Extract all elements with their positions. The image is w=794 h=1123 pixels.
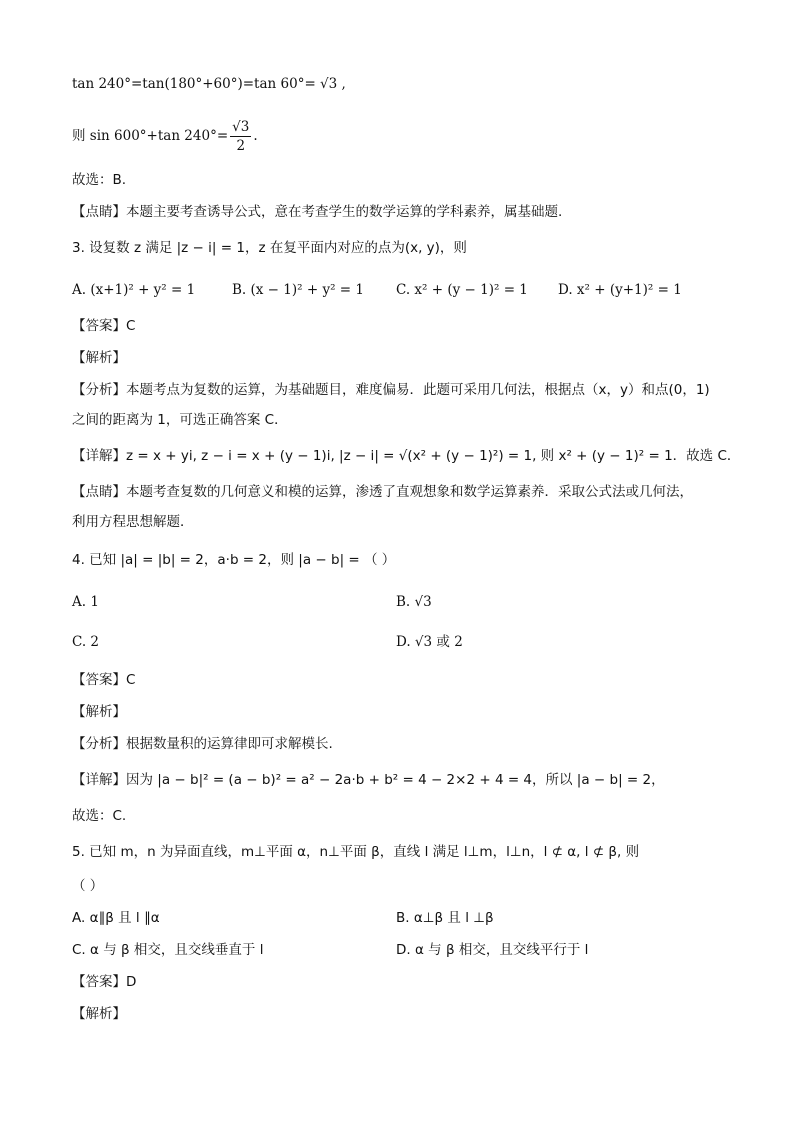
q4-fenxi: 【分析】根据数量积的运算律即可求解模长. bbox=[72, 736, 333, 752]
q3-jiexi: 【解析】 bbox=[72, 350, 126, 366]
q4-option-d: D. √3 或 2 bbox=[396, 634, 463, 650]
choose-b-line: 故选：B. bbox=[72, 172, 127, 188]
q4-option-a: A. 1 bbox=[72, 594, 99, 610]
q5-option-c: C. α 与 β 相交，且交线垂直于 l bbox=[72, 942, 264, 958]
q3-xiangjie: 【详解】z = x + yi, z − i = x + (y − 1)i, |z − i| = √(x² + (y − 1)²) = 1, 则 x² + (y − 1)² = 1．故选 C． bbox=[72, 448, 741, 464]
q4-option-c: C. 2 bbox=[72, 634, 100, 650]
q3-option-c: C. x² + (y − 1)² = 1 bbox=[396, 282, 528, 298]
q4-choose: 故选：C. bbox=[72, 808, 127, 824]
fraction-period: . bbox=[253, 128, 258, 144]
q3-stem: 3. 设复数 z 满足 |z − i| = 1，z 在复平面内对应的点为(x, y)，则 bbox=[72, 240, 467, 256]
q4-jiexi: 【解析】 bbox=[72, 704, 126, 720]
q4-answer: 【答案】C bbox=[72, 672, 136, 688]
q3-dianjing-1: 【点睛】本题考查复数的几何意义和模的运算，渗透了直观想象和数学运算素养．采取公式法或几何法， bbox=[72, 484, 693, 500]
sqrt3-over-2-fraction bbox=[230, 118, 251, 155]
q5-answer: 【答案】D bbox=[72, 974, 137, 990]
q5-jiexi: 【解析】 bbox=[72, 1006, 126, 1022]
q3-answer: 【答案】C bbox=[72, 318, 136, 334]
fraction-denominator: 2 bbox=[236, 138, 246, 154]
q3-dianjing-2: 利用方程思想解题． bbox=[72, 514, 194, 530]
q5-stem-1: 5. 已知 m，n 为异面直线，m⊥平面 α，n⊥平面 β，直线 l 满足 l⊥m，l⊥n，l ⊄ α, l ⊄ β, 则 bbox=[72, 844, 640, 860]
q3-option-b: B. (x − 1)² + y² = 1 bbox=[232, 282, 364, 298]
q3-fenxi-2: 之间的距离为 1，可选正确答案 C． bbox=[72, 412, 288, 428]
q4-option-b: B. √3 bbox=[396, 594, 432, 610]
q5-option-b: B. α⊥β 且 l ⊥β bbox=[396, 910, 494, 926]
tan240-line: tan 240°=tan(180°+60°)=tan 60°= √3 , bbox=[72, 76, 346, 92]
q5-option-a: A. α∥β 且 l ∥α bbox=[72, 910, 160, 926]
q4-xiangjie: 【详解】因为 |a − b|² = (a − b)² = a² − 2a·b + b² = 4 − 2×2 + 4 = 4，所以 |a − b| = 2， bbox=[72, 772, 665, 788]
q4-stem: 4. 已知 |a| = |b| = 2，a·b = 2，则 |a − b| = （ ） bbox=[72, 552, 396, 568]
q3-fenxi-1: 【分析】本题考点为复数的运算，为基础题目，难度偏易．此题可采用几何法，根据点（x，y）和点(0，1) bbox=[72, 382, 710, 398]
q3-option-d: D. x² + (y+1)² = 1 bbox=[558, 282, 682, 298]
dianjing-line: 【点睛】本题主要考查诱导公式，意在考查学生的数学运算的学科素养，属基础题. bbox=[72, 204, 563, 220]
q5-stem-2: （ ） bbox=[72, 878, 104, 894]
sum-line bbox=[72, 118, 258, 155]
q3-option-a: A. (x+1)² + y² = 1 bbox=[72, 282, 196, 298]
q5-option-d: D. α 与 β 相交，且交线平行于 l bbox=[396, 942, 589, 958]
sum-prefix: 则 sin 600°+tan 240°= bbox=[72, 128, 229, 144]
fraction-numerator: √3 bbox=[232, 119, 250, 135]
